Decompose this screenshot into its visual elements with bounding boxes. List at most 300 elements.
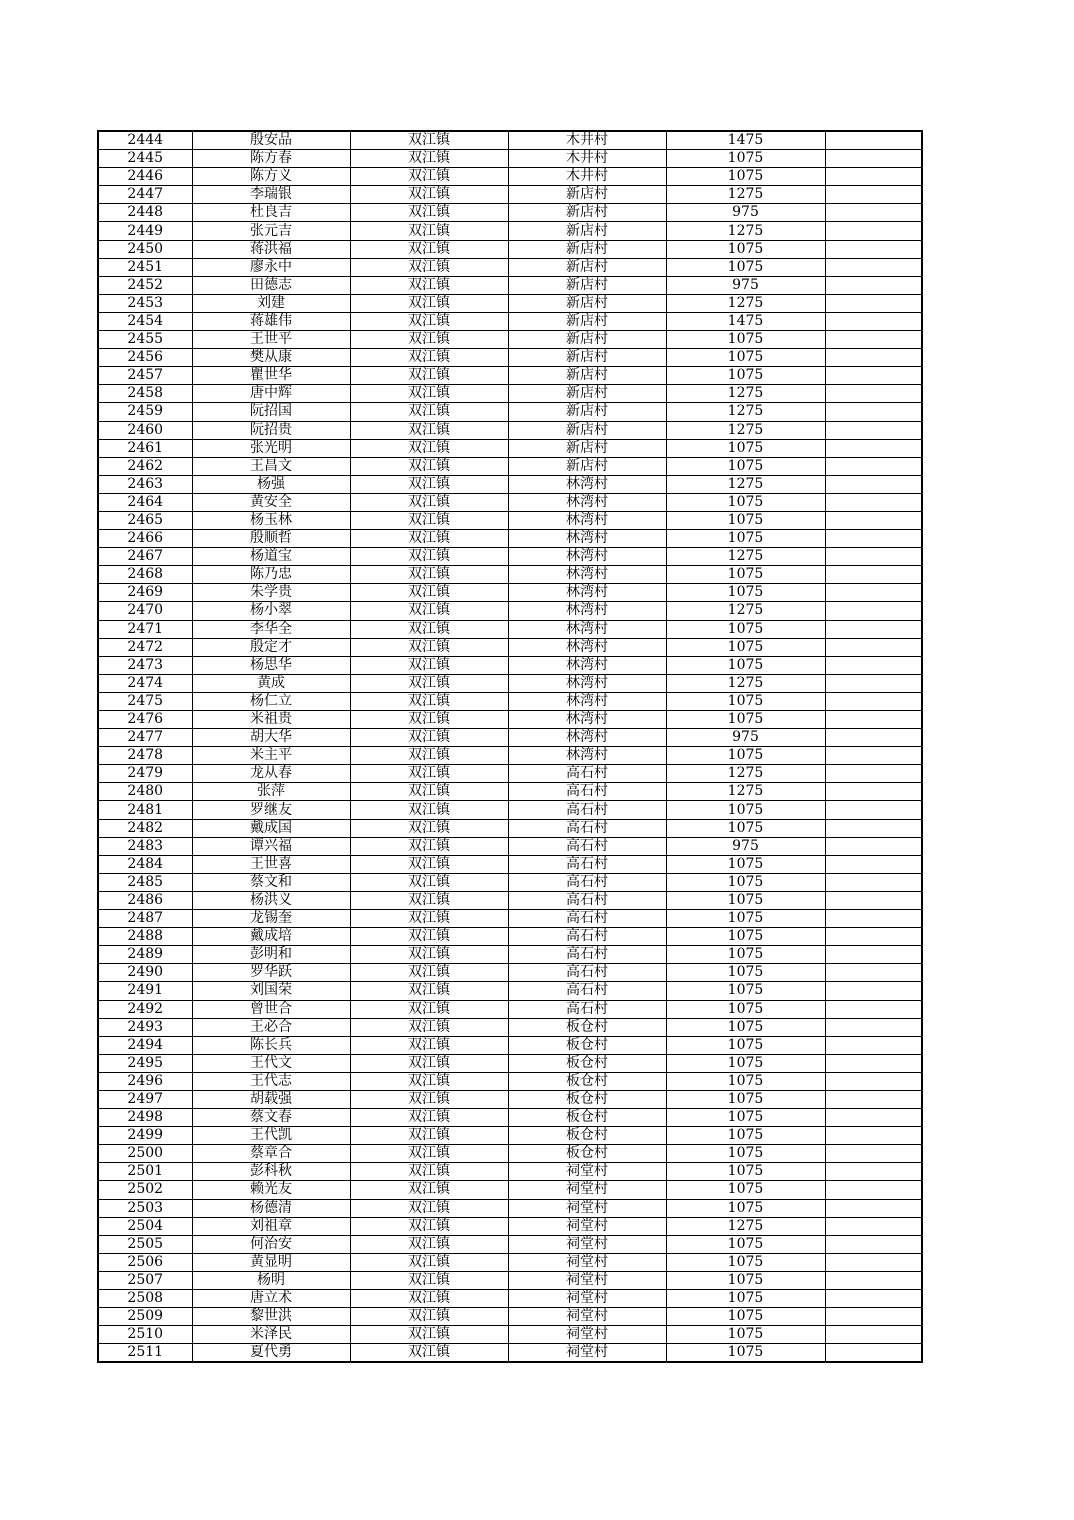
village-cell: 新店村	[508, 331, 666, 349]
town-cell: 双江镇	[350, 150, 508, 168]
remark-cell	[825, 511, 922, 529]
remark-cell	[825, 475, 922, 493]
amount-cell: 1075	[666, 439, 825, 457]
row-number-cell: 2470	[98, 602, 192, 620]
name-cell: 米主平	[192, 747, 350, 765]
remark-cell	[825, 1326, 922, 1344]
table-row	[98, 1000, 922, 1018]
town-cell: 双江镇	[350, 1109, 508, 1127]
remark-cell	[825, 331, 922, 349]
table-row	[98, 566, 922, 584]
row-number-cell: 2456	[98, 349, 192, 367]
table-row	[98, 294, 922, 312]
row-number-cell: 2480	[98, 783, 192, 801]
table-row	[98, 1090, 922, 1108]
amount-cell: 1075	[666, 584, 825, 602]
table-row	[98, 1235, 922, 1253]
row-number-cell: 2460	[98, 421, 192, 439]
remark-cell	[825, 765, 922, 783]
town-cell: 双江镇	[350, 131, 508, 150]
name-cell: 王昌文	[192, 457, 350, 475]
remark-cell	[825, 656, 922, 674]
name-cell: 李华全	[192, 620, 350, 638]
town-cell: 双江镇	[350, 349, 508, 367]
row-number-cell: 2451	[98, 258, 192, 276]
town-cell: 双江镇	[350, 656, 508, 674]
table-row	[98, 620, 922, 638]
table-row	[98, 240, 922, 258]
table-row	[98, 1109, 922, 1127]
amount-cell: 1075	[666, 656, 825, 674]
remark-cell	[825, 692, 922, 710]
row-number-cell: 2511	[98, 1344, 192, 1363]
row-number-cell: 2467	[98, 548, 192, 566]
remark-cell	[825, 1271, 922, 1289]
remark-cell	[825, 349, 922, 367]
table-row	[98, 186, 922, 204]
row-number-cell: 2463	[98, 475, 192, 493]
name-cell: 杨玉林	[192, 511, 350, 529]
village-cell: 祠堂村	[508, 1163, 666, 1181]
village-cell: 新店村	[508, 349, 666, 367]
amount-cell: 1275	[666, 783, 825, 801]
name-cell: 黄显明	[192, 1253, 350, 1271]
table-row	[98, 511, 922, 529]
table-row	[98, 1127, 922, 1145]
town-cell: 双江镇	[350, 1072, 508, 1090]
amount-cell: 975	[666, 729, 825, 747]
row-number-cell: 2475	[98, 692, 192, 710]
village-cell: 木井村	[508, 150, 666, 168]
amount-cell: 1075	[666, 711, 825, 729]
row-number-cell: 2484	[98, 855, 192, 873]
amount-cell: 1075	[666, 258, 825, 276]
amount-cell: 1075	[666, 457, 825, 475]
row-number-cell: 2505	[98, 1235, 192, 1253]
name-cell: 夏代勇	[192, 1344, 350, 1363]
name-cell: 王世喜	[192, 855, 350, 873]
village-cell: 新店村	[508, 421, 666, 439]
remark-cell	[825, 294, 922, 312]
town-cell: 双江镇	[350, 1271, 508, 1289]
row-number-cell: 2482	[98, 819, 192, 837]
name-cell: 龙从春	[192, 765, 350, 783]
name-cell: 朱学贵	[192, 584, 350, 602]
amount-cell: 1075	[666, 819, 825, 837]
name-cell: 殷安品	[192, 131, 350, 150]
name-cell: 殷定才	[192, 638, 350, 656]
name-cell: 陈方义	[192, 168, 350, 186]
table-row	[98, 602, 922, 620]
town-cell: 双江镇	[350, 1127, 508, 1145]
name-cell: 张光明	[192, 439, 350, 457]
remark-cell	[825, 1127, 922, 1145]
village-cell: 林湾村	[508, 674, 666, 692]
amount-cell: 1075	[666, 1127, 825, 1145]
remark-cell	[825, 240, 922, 258]
village-cell: 祠堂村	[508, 1199, 666, 1217]
village-cell: 祠堂村	[508, 1290, 666, 1308]
table-row	[98, 692, 922, 710]
village-cell: 高石村	[508, 1000, 666, 1018]
town-cell: 双江镇	[350, 729, 508, 747]
village-cell: 高石村	[508, 964, 666, 982]
amount-cell: 1075	[666, 638, 825, 656]
row-number-cell: 2446	[98, 168, 192, 186]
town-cell: 双江镇	[350, 1090, 508, 1108]
remark-cell	[825, 1109, 922, 1127]
table-row	[98, 729, 922, 747]
remark-cell	[825, 674, 922, 692]
amount-cell: 1075	[666, 168, 825, 186]
row-number-cell: 2483	[98, 837, 192, 855]
village-cell: 林湾村	[508, 692, 666, 710]
amount-cell: 1075	[666, 1253, 825, 1271]
name-cell: 戴成培	[192, 928, 350, 946]
name-cell: 刘祖章	[192, 1217, 350, 1235]
table-row	[98, 982, 922, 1000]
remark-cell	[825, 1036, 922, 1054]
remark-cell	[825, 1090, 922, 1108]
amount-cell: 1075	[666, 928, 825, 946]
row-number-cell: 2504	[98, 1217, 192, 1235]
name-cell: 蒋雄伟	[192, 312, 350, 330]
town-cell: 双江镇	[350, 1145, 508, 1163]
remark-cell	[825, 910, 922, 928]
remark-cell	[825, 1054, 922, 1072]
table-row	[98, 385, 922, 403]
table-body	[98, 131, 922, 1362]
town-cell: 双江镇	[350, 1344, 508, 1363]
town-cell: 双江镇	[350, 855, 508, 873]
amount-cell: 1075	[666, 240, 825, 258]
amount-cell: 1075	[666, 1109, 825, 1127]
name-cell: 王代凯	[192, 1127, 350, 1145]
row-number-cell: 2454	[98, 312, 192, 330]
village-cell: 林湾村	[508, 511, 666, 529]
row-number-cell: 2466	[98, 530, 192, 548]
row-number-cell: 2471	[98, 620, 192, 638]
remark-cell	[825, 1217, 922, 1235]
table-row	[98, 421, 922, 439]
remark-cell	[825, 1000, 922, 1018]
village-cell: 林湾村	[508, 747, 666, 765]
town-cell: 双江镇	[350, 1018, 508, 1036]
amount-cell: 1275	[666, 602, 825, 620]
row-number-cell: 2478	[98, 747, 192, 765]
village-cell: 林湾村	[508, 548, 666, 566]
town-cell: 双江镇	[350, 204, 508, 222]
town-cell: 双江镇	[350, 566, 508, 584]
table-row	[98, 1290, 922, 1308]
table-row	[98, 711, 922, 729]
remark-cell	[825, 928, 922, 946]
village-cell: 板仓村	[508, 1127, 666, 1145]
town-cell: 双江镇	[350, 439, 508, 457]
name-cell: 田德志	[192, 276, 350, 294]
village-cell: 新店村	[508, 385, 666, 403]
town-cell: 双江镇	[350, 294, 508, 312]
table-row	[98, 855, 922, 873]
amount-cell: 1275	[666, 294, 825, 312]
table-row	[98, 638, 922, 656]
row-number-cell: 2506	[98, 1253, 192, 1271]
row-number-cell: 2488	[98, 928, 192, 946]
town-cell: 双江镇	[350, 1326, 508, 1344]
table-row	[98, 131, 922, 150]
remark-cell	[825, 783, 922, 801]
name-cell: 杨明	[192, 1271, 350, 1289]
remark-cell	[825, 1308, 922, 1326]
amount-cell: 1275	[666, 385, 825, 403]
row-number-cell: 2459	[98, 403, 192, 421]
remark-cell	[825, 584, 922, 602]
remark-cell	[825, 1253, 922, 1271]
village-cell: 高石村	[508, 801, 666, 819]
village-cell: 新店村	[508, 439, 666, 457]
row-number-cell: 2495	[98, 1054, 192, 1072]
village-cell: 林湾村	[508, 729, 666, 747]
town-cell: 双江镇	[350, 1000, 508, 1018]
town-cell: 双江镇	[350, 1253, 508, 1271]
name-cell: 黄成	[192, 674, 350, 692]
table-row	[98, 1199, 922, 1217]
amount-cell: 1075	[666, 367, 825, 385]
name-cell: 赖光友	[192, 1181, 350, 1199]
row-number-cell: 2479	[98, 765, 192, 783]
table-row	[98, 1217, 922, 1235]
town-cell: 双江镇	[350, 367, 508, 385]
town-cell: 双江镇	[350, 891, 508, 909]
amount-cell: 1075	[666, 692, 825, 710]
name-cell: 龙锡奎	[192, 910, 350, 928]
town-cell: 双江镇	[350, 530, 508, 548]
remark-cell	[825, 747, 922, 765]
row-number-cell: 2486	[98, 891, 192, 909]
row-number-cell: 2452	[98, 276, 192, 294]
row-number-cell: 2461	[98, 439, 192, 457]
name-cell: 米泽民	[192, 1326, 350, 1344]
table-row	[98, 222, 922, 240]
amount-cell: 975	[666, 276, 825, 294]
town-cell: 双江镇	[350, 584, 508, 602]
row-number-cell: 2476	[98, 711, 192, 729]
name-cell: 彭科秋	[192, 1163, 350, 1181]
name-cell: 杨道宝	[192, 548, 350, 566]
table-row	[98, 1181, 922, 1199]
village-cell: 祠堂村	[508, 1308, 666, 1326]
table-row	[98, 674, 922, 692]
village-cell: 新店村	[508, 258, 666, 276]
amount-cell: 1075	[666, 493, 825, 511]
row-number-cell: 2481	[98, 801, 192, 819]
village-cell: 祠堂村	[508, 1326, 666, 1344]
row-number-cell: 2453	[98, 294, 192, 312]
remark-cell	[825, 1344, 922, 1363]
remark-cell	[825, 367, 922, 385]
name-cell: 罗继友	[192, 801, 350, 819]
row-number-cell: 2457	[98, 367, 192, 385]
amount-cell: 1075	[666, 530, 825, 548]
name-cell: 李瑞银	[192, 186, 350, 204]
village-cell: 高石村	[508, 928, 666, 946]
row-number-cell: 2497	[98, 1090, 192, 1108]
remark-cell	[825, 1181, 922, 1199]
table-row	[98, 168, 922, 186]
town-cell: 双江镇	[350, 620, 508, 638]
remark-cell	[825, 150, 922, 168]
town-cell: 双江镇	[350, 801, 508, 819]
village-cell: 祠堂村	[508, 1271, 666, 1289]
row-number-cell: 2462	[98, 457, 192, 475]
table-row	[98, 946, 922, 964]
village-cell: 林湾村	[508, 584, 666, 602]
village-cell: 新店村	[508, 204, 666, 222]
town-cell: 双江镇	[350, 403, 508, 421]
row-number-cell: 2487	[98, 910, 192, 928]
table-row	[98, 1036, 922, 1054]
row-number-cell: 2445	[98, 150, 192, 168]
table-row	[98, 1018, 922, 1036]
amount-cell: 1275	[666, 674, 825, 692]
amount-cell: 1075	[666, 1145, 825, 1163]
town-cell: 双江镇	[350, 711, 508, 729]
remark-cell	[825, 638, 922, 656]
village-cell: 高石村	[508, 946, 666, 964]
amount-cell: 1075	[666, 349, 825, 367]
name-cell: 彭明和	[192, 946, 350, 964]
name-cell: 米祖贵	[192, 711, 350, 729]
name-cell: 廖永中	[192, 258, 350, 276]
name-cell: 瞿世华	[192, 367, 350, 385]
amount-cell: 1075	[666, 801, 825, 819]
table-row	[98, 457, 922, 475]
amount-cell: 1075	[666, 964, 825, 982]
amount-cell: 1275	[666, 475, 825, 493]
amount-cell: 1075	[666, 891, 825, 909]
village-cell: 林湾村	[508, 566, 666, 584]
name-cell: 蔡文和	[192, 873, 350, 891]
amount-cell: 1275	[666, 548, 825, 566]
amount-cell: 1075	[666, 1344, 825, 1363]
name-cell: 王代文	[192, 1054, 350, 1072]
table-row	[98, 747, 922, 765]
village-cell: 林湾村	[508, 620, 666, 638]
town-cell: 双江镇	[350, 765, 508, 783]
town-cell: 双江镇	[350, 783, 508, 801]
amount-cell: 1075	[666, 566, 825, 584]
remark-cell	[825, 131, 922, 150]
name-cell: 陈方春	[192, 150, 350, 168]
name-cell: 张元吉	[192, 222, 350, 240]
village-cell: 高石村	[508, 837, 666, 855]
town-cell: 双江镇	[350, 186, 508, 204]
table-row	[98, 439, 922, 457]
village-cell: 林湾村	[508, 493, 666, 511]
village-cell: 高石村	[508, 891, 666, 909]
row-number-cell: 2477	[98, 729, 192, 747]
village-cell: 高石村	[508, 910, 666, 928]
table-row	[98, 1054, 922, 1072]
row-number-cell: 2502	[98, 1181, 192, 1199]
amount-cell: 1075	[666, 1271, 825, 1289]
name-cell: 何治安	[192, 1235, 350, 1253]
town-cell: 双江镇	[350, 1054, 508, 1072]
row-number-cell: 2490	[98, 964, 192, 982]
row-number-cell: 2464	[98, 493, 192, 511]
row-number-cell: 2491	[98, 982, 192, 1000]
village-cell: 林湾村	[508, 602, 666, 620]
table-row	[98, 403, 922, 421]
name-cell: 唐立术	[192, 1290, 350, 1308]
remark-cell	[825, 439, 922, 457]
name-cell: 刘国荣	[192, 982, 350, 1000]
amount-cell: 1075	[666, 946, 825, 964]
row-number-cell: 2501	[98, 1163, 192, 1181]
amount-cell: 1075	[666, 910, 825, 928]
town-cell: 双江镇	[350, 312, 508, 330]
name-cell: 杨仁立	[192, 692, 350, 710]
amount-cell: 975	[666, 837, 825, 855]
remark-cell	[825, 891, 922, 909]
amount-cell: 1075	[666, 150, 825, 168]
name-cell: 张萍	[192, 783, 350, 801]
village-cell: 祠堂村	[508, 1235, 666, 1253]
town-cell: 双江镇	[350, 222, 508, 240]
name-cell: 蒋洪福	[192, 240, 350, 258]
village-cell: 林湾村	[508, 656, 666, 674]
remark-cell	[825, 222, 922, 240]
village-cell: 高石村	[508, 783, 666, 801]
amount-cell: 1075	[666, 1000, 825, 1018]
amount-cell: 1075	[666, 1326, 825, 1344]
name-cell: 唐中辉	[192, 385, 350, 403]
row-number-cell: 2510	[98, 1326, 192, 1344]
amount-cell: 1275	[666, 1217, 825, 1235]
town-cell: 双江镇	[350, 1181, 508, 1199]
table-row	[98, 331, 922, 349]
name-cell: 曾世合	[192, 1000, 350, 1018]
amount-cell: 1075	[666, 1308, 825, 1326]
row-number-cell: 2444	[98, 131, 192, 150]
village-cell: 高石村	[508, 819, 666, 837]
remark-cell	[825, 1018, 922, 1036]
table-row	[98, 964, 922, 982]
town-cell: 双江镇	[350, 1308, 508, 1326]
amount-cell: 1075	[666, 331, 825, 349]
table-row	[98, 819, 922, 837]
name-cell: 王世平	[192, 331, 350, 349]
town-cell: 双江镇	[350, 747, 508, 765]
table-row	[98, 204, 922, 222]
amount-cell: 1475	[666, 312, 825, 330]
village-cell: 板仓村	[508, 1145, 666, 1163]
name-cell: 杜良吉	[192, 204, 350, 222]
remark-cell	[825, 1163, 922, 1181]
village-cell: 新店村	[508, 240, 666, 258]
village-cell: 祠堂村	[508, 1344, 666, 1363]
row-number-cell: 2496	[98, 1072, 192, 1090]
remark-cell	[825, 457, 922, 475]
village-cell: 板仓村	[508, 1109, 666, 1127]
village-cell: 板仓村	[508, 1036, 666, 1054]
row-number-cell: 2508	[98, 1290, 192, 1308]
name-cell: 胡大华	[192, 729, 350, 747]
amount-cell: 1275	[666, 186, 825, 204]
amount-cell: 1075	[666, 1036, 825, 1054]
table-row	[98, 765, 922, 783]
remark-cell	[825, 729, 922, 747]
